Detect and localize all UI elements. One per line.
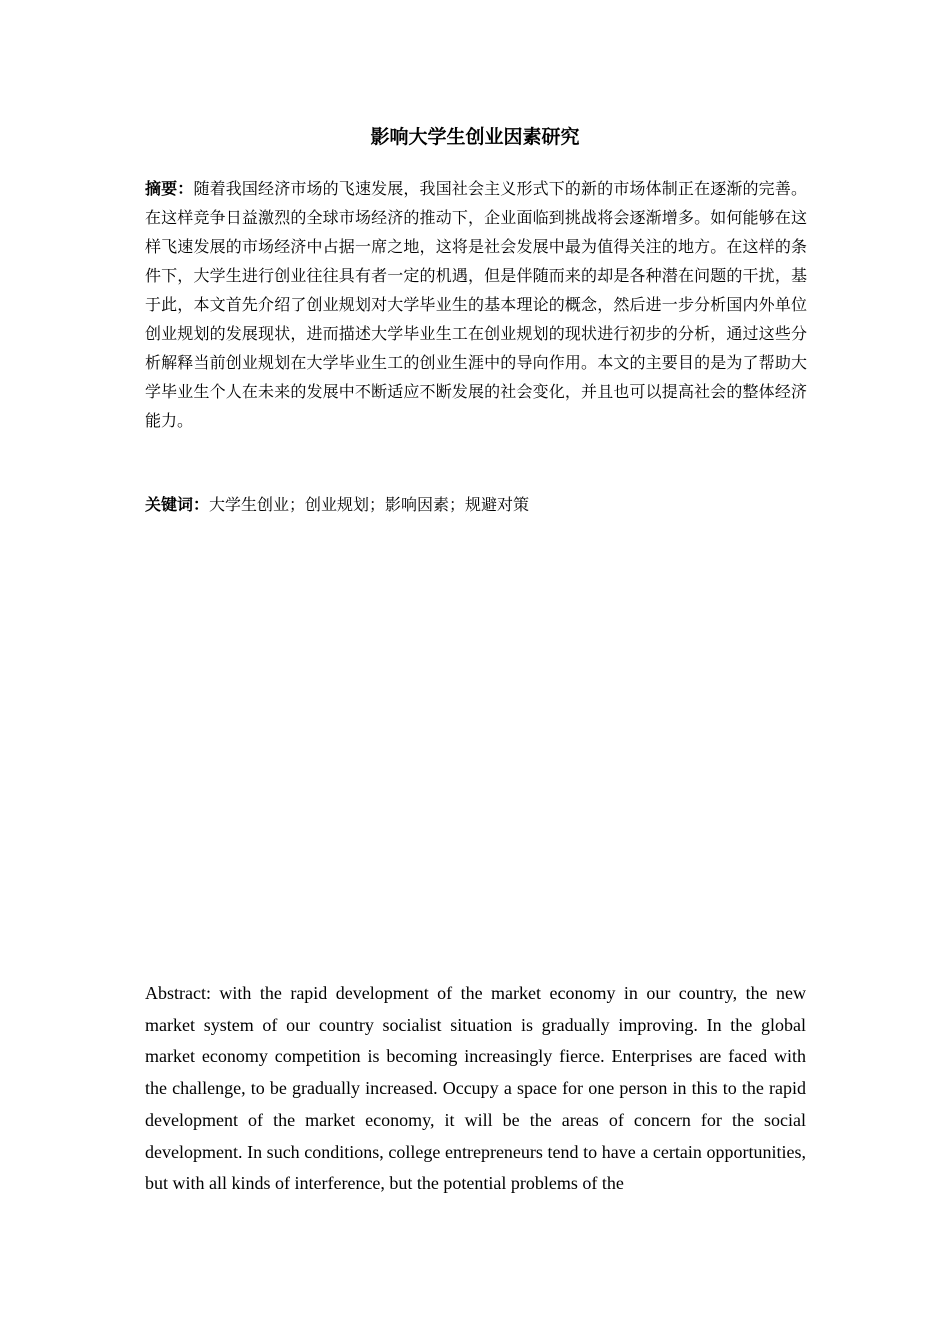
chinese-abstract — [145, 174, 807, 435]
keywords — [145, 490, 807, 519]
keywords-label: 关键词： — [145, 495, 210, 514]
chinese-abstract-text: 随着我国经济市场的飞速发展，我国社会主义形式下的新的市场体制正在逐渐的完善。在这样竞争日益激烈的全球市场经济的推动下，企业面临到挑战将会逐渐增多。如何能够在这样飞速发展的市场经济中占据一席之地，这将是社会发展中最为值得关注的地方。在这样的条件下，大学生进行创业往往具有者一定的机遇，但是伴随而来的却是各种潜在问题的干扰，基于此，本文首先介绍了创业规划对大学毕业生的基本理论的概念，然后进一步分析国内外单位创业规划的发展现状，进而描述大学毕业生工在创业规划的现状进行初步的分析，通过这些分析解释当前创业规划在大学毕业生工的创业生涯中的导向作用。本文的主要目的是为了帮助大学毕业生个人在未来的发展中不断适应不断发展的社会变化，并且也可以提高社会的整体经济能力。 — [145, 179, 807, 430]
document-title: 影响大学生创业因素研究 — [370, 126, 580, 148]
english-abstract: Abstract: with the rapid development of the market economy in our country, the new market system of our country socialist situation is gradually improving. In the global market economy competition is becoming increasingly fierce. Enterprises are faced with the challenge, to be gradually increased. Occupy a space for one person in this to the rapid development of the market economy, it will be the areas of concern for the social development. In such conditions, college entrepreneurs tend to have a certain opportunities, but with all kinds of interference, but the potential problems of the — [145, 983, 806, 1194]
chinese-abstract-label: 摘要： — [145, 179, 194, 198]
keywords-text: 大学生创业；创业规划；影响因素；规避对策 — [209, 495, 530, 514]
